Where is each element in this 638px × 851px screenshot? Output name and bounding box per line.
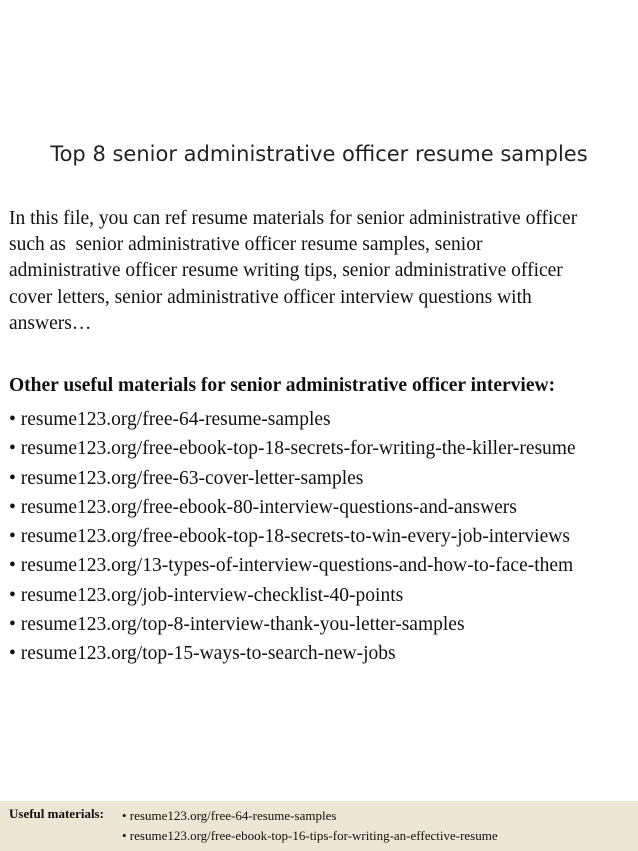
list-item-link[interactable]: • resume123.org/top-8-interview-thank-you-letter-samples xyxy=(9,614,465,636)
list-item-link[interactable]: • resume123.org/free-ebook-top-18-secrets-for-writing-the-killer-resume xyxy=(9,438,576,460)
list-item-link[interactable]: • resume123.org/13-types-of-interview-questions-and-how-to-face-them xyxy=(9,555,574,577)
intro-line: such as senior administrative officer resume samples, senior xyxy=(9,234,483,256)
list-item-link[interactable]: • resume123.org/free-64-resume-samples xyxy=(9,409,331,430)
list-item-link[interactable]: • resume123.org/top-15-ways-to-search-new-jobs xyxy=(9,643,396,665)
section-heading: Other useful materials for senior administrative officer interview: xyxy=(9,375,556,396)
list-item-link[interactable]: • resume123.org/free-ebook-top-18-secrets-to-win-every-job-interviews xyxy=(9,526,570,548)
page-title: Top 8 senior administrative officer resume samples xyxy=(50,142,588,166)
list-item-link[interactable]: • resume123.org/job-interview-checklist-40-points xyxy=(9,584,404,606)
intro-line: In this file, you can ref resume materials for senior administrative officer xyxy=(9,208,578,229)
list-item-link[interactable]: • resume123.org/free-ebook-80-interview-questions-and-answers xyxy=(9,496,517,518)
footer-link[interactable]: • resume123.org/free-ebook-top-16-tips-for-writing-an-effective-resume xyxy=(122,828,498,843)
footer-link-list xyxy=(122,806,498,846)
materials-link-list xyxy=(9,405,634,669)
intro-paragraph xyxy=(9,206,634,337)
footer-label: Useful materials: xyxy=(9,806,104,821)
list-item-link[interactable]: • resume123.org/free-63-cover-letter-samples xyxy=(9,467,364,489)
intro-line: answers… xyxy=(9,312,92,334)
intro-line: cover letters, senior administrative officer interview questions with xyxy=(9,286,532,308)
footer-bar xyxy=(0,801,638,851)
intro-line: administrative officer resume writing tips, senior administrative officer xyxy=(9,260,563,282)
footer-link[interactable]: • resume123.org/free-64-resume-samples xyxy=(122,808,337,823)
